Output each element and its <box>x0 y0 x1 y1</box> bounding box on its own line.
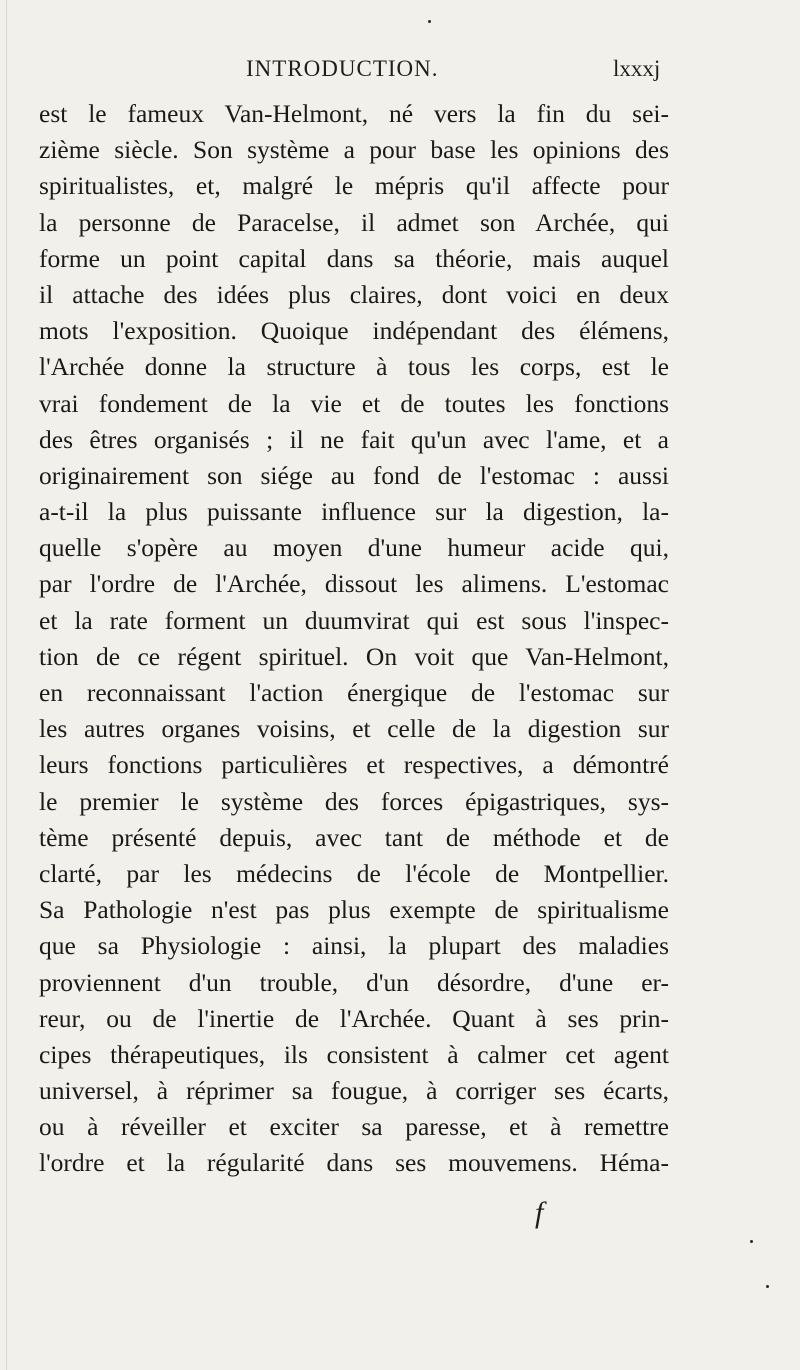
page-number: lxxxj <box>613 56 661 81</box>
text-line: proviennent d'un trouble, d'un désordre, d'une er- <box>39 967 669 997</box>
text-line: tion de ce régent spirituel. On voit que Van-Helmont, <box>39 641 669 671</box>
running-head <box>0 52 800 92</box>
text-line: originairement son siége au fond de l'estomac : aussi <box>39 460 669 490</box>
text-line: Sa Pathologie n'est pas plus exempte de spiritualisme <box>39 895 669 925</box>
text-line: zième siècle. Son système a pour base les opinions des <box>39 135 669 165</box>
text-line: cipes thérapeutiques, ils consistent à calmer cet agent <box>39 1039 669 1069</box>
text-line: spiritualistes, et, malgré le mépris qu'il affecte pour <box>39 171 669 201</box>
text-line: forme un point capital dans sa théorie, mais auquel <box>39 243 669 273</box>
text-line: universel, à réprimer sa fougue, à corriger ses écarts, <box>39 1076 669 1106</box>
text-line: leurs fonctions particulières et respectives, a démontré <box>39 750 669 780</box>
text-line: le premier le système des forces épigastriques, sys- <box>39 786 669 816</box>
text-line: est le fameux Van-Helmont, né vers la fin du sei- <box>39 99 669 128</box>
text-line: les autres organes voisins, et celle de la digestion sur <box>39 714 669 744</box>
signature-mark: f <box>535 1196 544 1229</box>
ink-speck <box>428 20 431 23</box>
text-line: par l'ordre de l'Archée, dissout les alimens. L'estomac <box>39 569 669 599</box>
text-line: en reconnaissant l'action énergique de l'estomac sur <box>39 678 669 707</box>
text-line: l'ordre et la régularité dans ses mouvemens. Héma- <box>39 1148 669 1178</box>
text-line: clarté, par les médecins de l'école de Montpellier. <box>39 858 669 888</box>
text-line: a-t-il la plus puissante influence sur la digestion, la- <box>39 497 669 527</box>
text-line: ou à réveiller et exciter sa paresse, et à remettre <box>39 1112 669 1142</box>
text-line: vrai fondement de la vie et de toutes les fonctions <box>39 388 669 418</box>
text-line: quelle s'opère au moyen d'une humeur acide qui, <box>39 533 669 563</box>
running-head-title: INTRODUCTION. <box>246 56 439 81</box>
page-edge-line <box>6 0 7 1370</box>
ink-speck <box>750 1240 753 1243</box>
text-line: que sa Physiologie : ainsi, la plupart des maladies <box>39 931 669 961</box>
text-line: mots l'exposition. Quoique indépendant des élémens, <box>39 316 669 346</box>
text-line: et la rate forment un duumvirat qui est sous l'inspec- <box>39 605 669 635</box>
text-line: il attache des idées plus claires, dont voici en deux <box>39 279 669 309</box>
text-line: la personne de Paracelse, il admet son Archée, qui <box>39 207 669 237</box>
text-line: des êtres organisés ; il ne fait qu'un avec l'ame, et a <box>39 424 669 454</box>
ink-speck <box>766 1285 769 1288</box>
body-text <box>39 96 669 1182</box>
text-line: reur, ou de l'inertie de l'Archée. Quant à ses prin- <box>39 1003 669 1033</box>
text-line: l'Archée donne la structure à tous les corps, est le <box>39 352 669 382</box>
text-line: tème présenté depuis, avec tant de méthode et de <box>39 822 669 852</box>
